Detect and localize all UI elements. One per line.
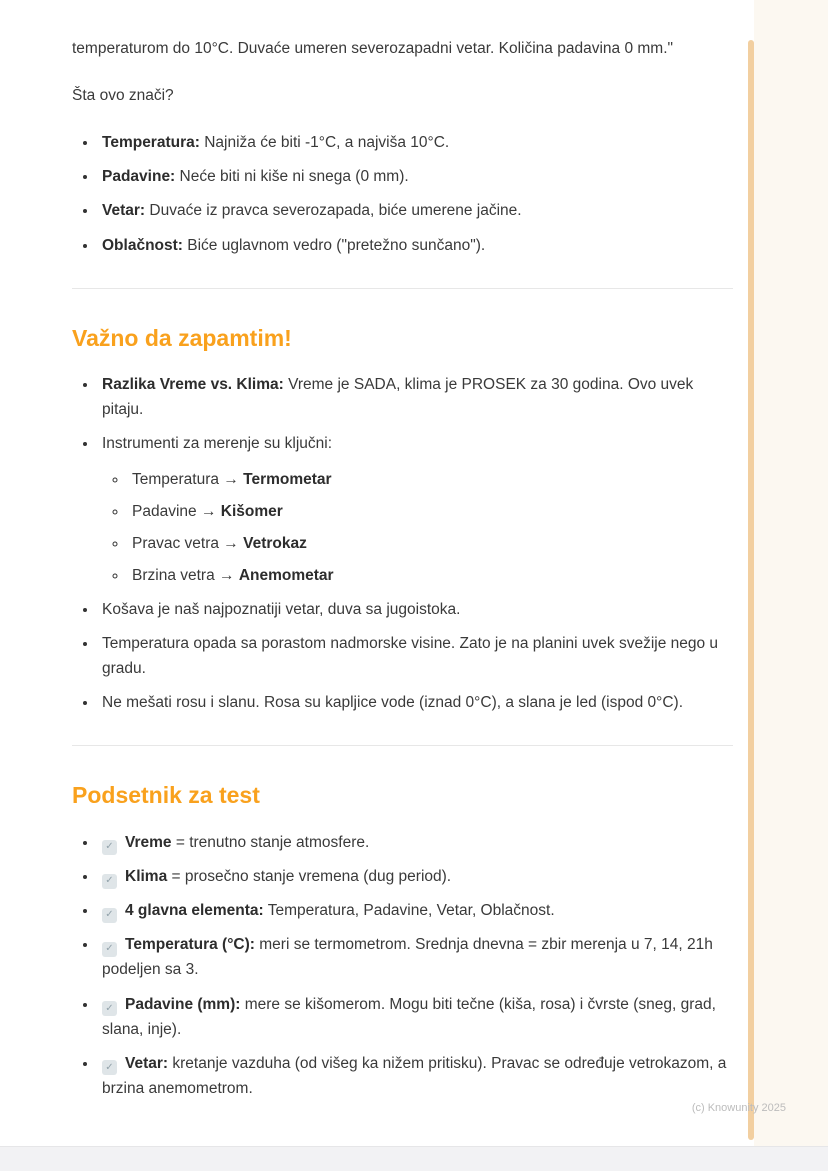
check-glyph: • ✓: [105, 943, 114, 955]
checklist-item: [98, 830, 733, 855]
checklist-item: [98, 864, 733, 889]
explanation-list: [72, 130, 733, 257]
item-text: Košava je naš najpoznatiji vetar, duva sa jugoistoka.: [102, 601, 461, 619]
important-list: [72, 372, 733, 715]
list-item: [98, 431, 733, 588]
item-text: Instrumenti za merenje su ključni:: [102, 435, 333, 453]
intro-paragraph: temperaturom do 10°C. Duvaće umeren severozapadni vetar. Količina padavina 0 mm.": [72, 40, 674, 57]
item-text: = prosečno stanje vremena (dug period).: [167, 868, 452, 886]
item-term: Padavine:: [102, 168, 176, 186]
checkbox-icon: [102, 908, 117, 923]
section-divider: [72, 745, 733, 746]
item-text: kretanje vazduha (od višeg ka nižem pritisku). Pravac se određuje vetrokazom, a brzina anemometrom.: [102, 1054, 727, 1097]
instruments-sublist: [102, 467, 733, 588]
checkbox-icon: [102, 1060, 117, 1075]
item-term: Klima: [125, 868, 168, 886]
checklist: [72, 830, 733, 1101]
check-glyph: • ✓: [105, 841, 114, 853]
sublist-item: [128, 531, 733, 556]
item-text: Vreme je SADA, klima je PROSEK za 30 godina. Ovo uvek pitaju.: [102, 376, 694, 419]
list-item: [98, 690, 733, 715]
checkbox-icon: [102, 1001, 117, 1016]
item-term: Vetar:: [125, 1054, 169, 1072]
list-item: [98, 631, 733, 681]
bottom-page-edge: [0, 1146, 828, 1171]
item-text: Biće uglavnom vedro ("pretežno sunčano").: [182, 236, 486, 254]
item-text: Padavine →: [132, 502, 221, 520]
item-term: Kišomer: [220, 502, 283, 520]
item-text: Duvaće iz pravca severozapada, biće umerene jačine.: [145, 202, 522, 220]
list-item: [98, 164, 733, 189]
item-text: Ne mešati rosu i slanu. Rosa su kapljice vode (iznad 0°C), a slana je led (ispod 0°C).: [102, 694, 684, 712]
item-term: Razlika Vreme vs. Klima:: [102, 376, 284, 394]
list-item: [98, 372, 733, 422]
checklist-item: [98, 992, 733, 1042]
checkbox-icon: [102, 840, 117, 855]
checkbox-icon: [102, 874, 117, 889]
check-glyph: • ✓: [105, 909, 114, 921]
question-text: Šta ovo znači?: [72, 87, 174, 105]
item-term: Vreme: [125, 834, 172, 852]
item-term: Padavine (mm):: [125, 995, 241, 1013]
section-title-reminder: Podsetnik za test: [72, 782, 260, 809]
item-text: mere se kišomerom. Mogu biti tečne (kiša, rosa) i čvrste (sneg, grad, slana, inje).: [102, 995, 716, 1038]
list-item: [98, 597, 733, 622]
check-glyph: • ✓: [105, 1002, 114, 1014]
check-glyph: • ✓: [105, 875, 114, 887]
checklist-item: [98, 1051, 733, 1101]
item-text: Pravac vetra →: [132, 534, 244, 552]
item-term: Temperatura:: [102, 134, 200, 152]
item-term: Anemometar: [238, 566, 334, 584]
sublist-item: [128, 499, 733, 524]
item-text: Neće biti ni kiše ni snega (0 mm).: [175, 168, 409, 186]
item-text: = trenutno stanje atmosfere.: [171, 834, 370, 852]
item-text: Brzina vetra →: [132, 566, 239, 584]
item-term: Oblačnost:: [102, 236, 183, 254]
list-item: [98, 130, 733, 155]
item-text: Temperatura, Padavine, Vetar, Oblačnost.: [263, 902, 555, 920]
sublist-item: [128, 563, 733, 588]
checklist-item: [98, 932, 733, 982]
checklist-item: [98, 898, 733, 923]
item-text: Temperatura →: [132, 470, 244, 488]
item-term: Termometar: [243, 470, 332, 488]
footer-copyright: (c) Knowunity 2025: [691, 1102, 786, 1114]
item-term: Vetrokaz: [243, 534, 307, 552]
checkbox-icon: [102, 942, 117, 957]
item-term: 4 glavna elementa:: [125, 902, 264, 920]
item-text: meri se termometrom. Srednja dnevna = zbir merenja u 7, 14, 21h podeljen sa 3.: [102, 936, 713, 979]
item-term: Temperatura (°C):: [125, 936, 255, 954]
section-divider: [72, 288, 733, 289]
item-text: Temperatura opada sa porastom nadmorske visine. Zato je na planini uvek svežije nego u gradu.: [102, 635, 719, 678]
item-text: Najniža će biti -1°C, a najviša 10°C.: [199, 134, 450, 152]
check-glyph: • ✓: [105, 1061, 114, 1073]
sublist-item: [128, 467, 733, 492]
list-item: [98, 233, 733, 258]
section-title-important: Važno da zapamtim!: [72, 324, 292, 351]
item-term: Vetar:: [102, 202, 146, 220]
list-item: [98, 198, 733, 223]
